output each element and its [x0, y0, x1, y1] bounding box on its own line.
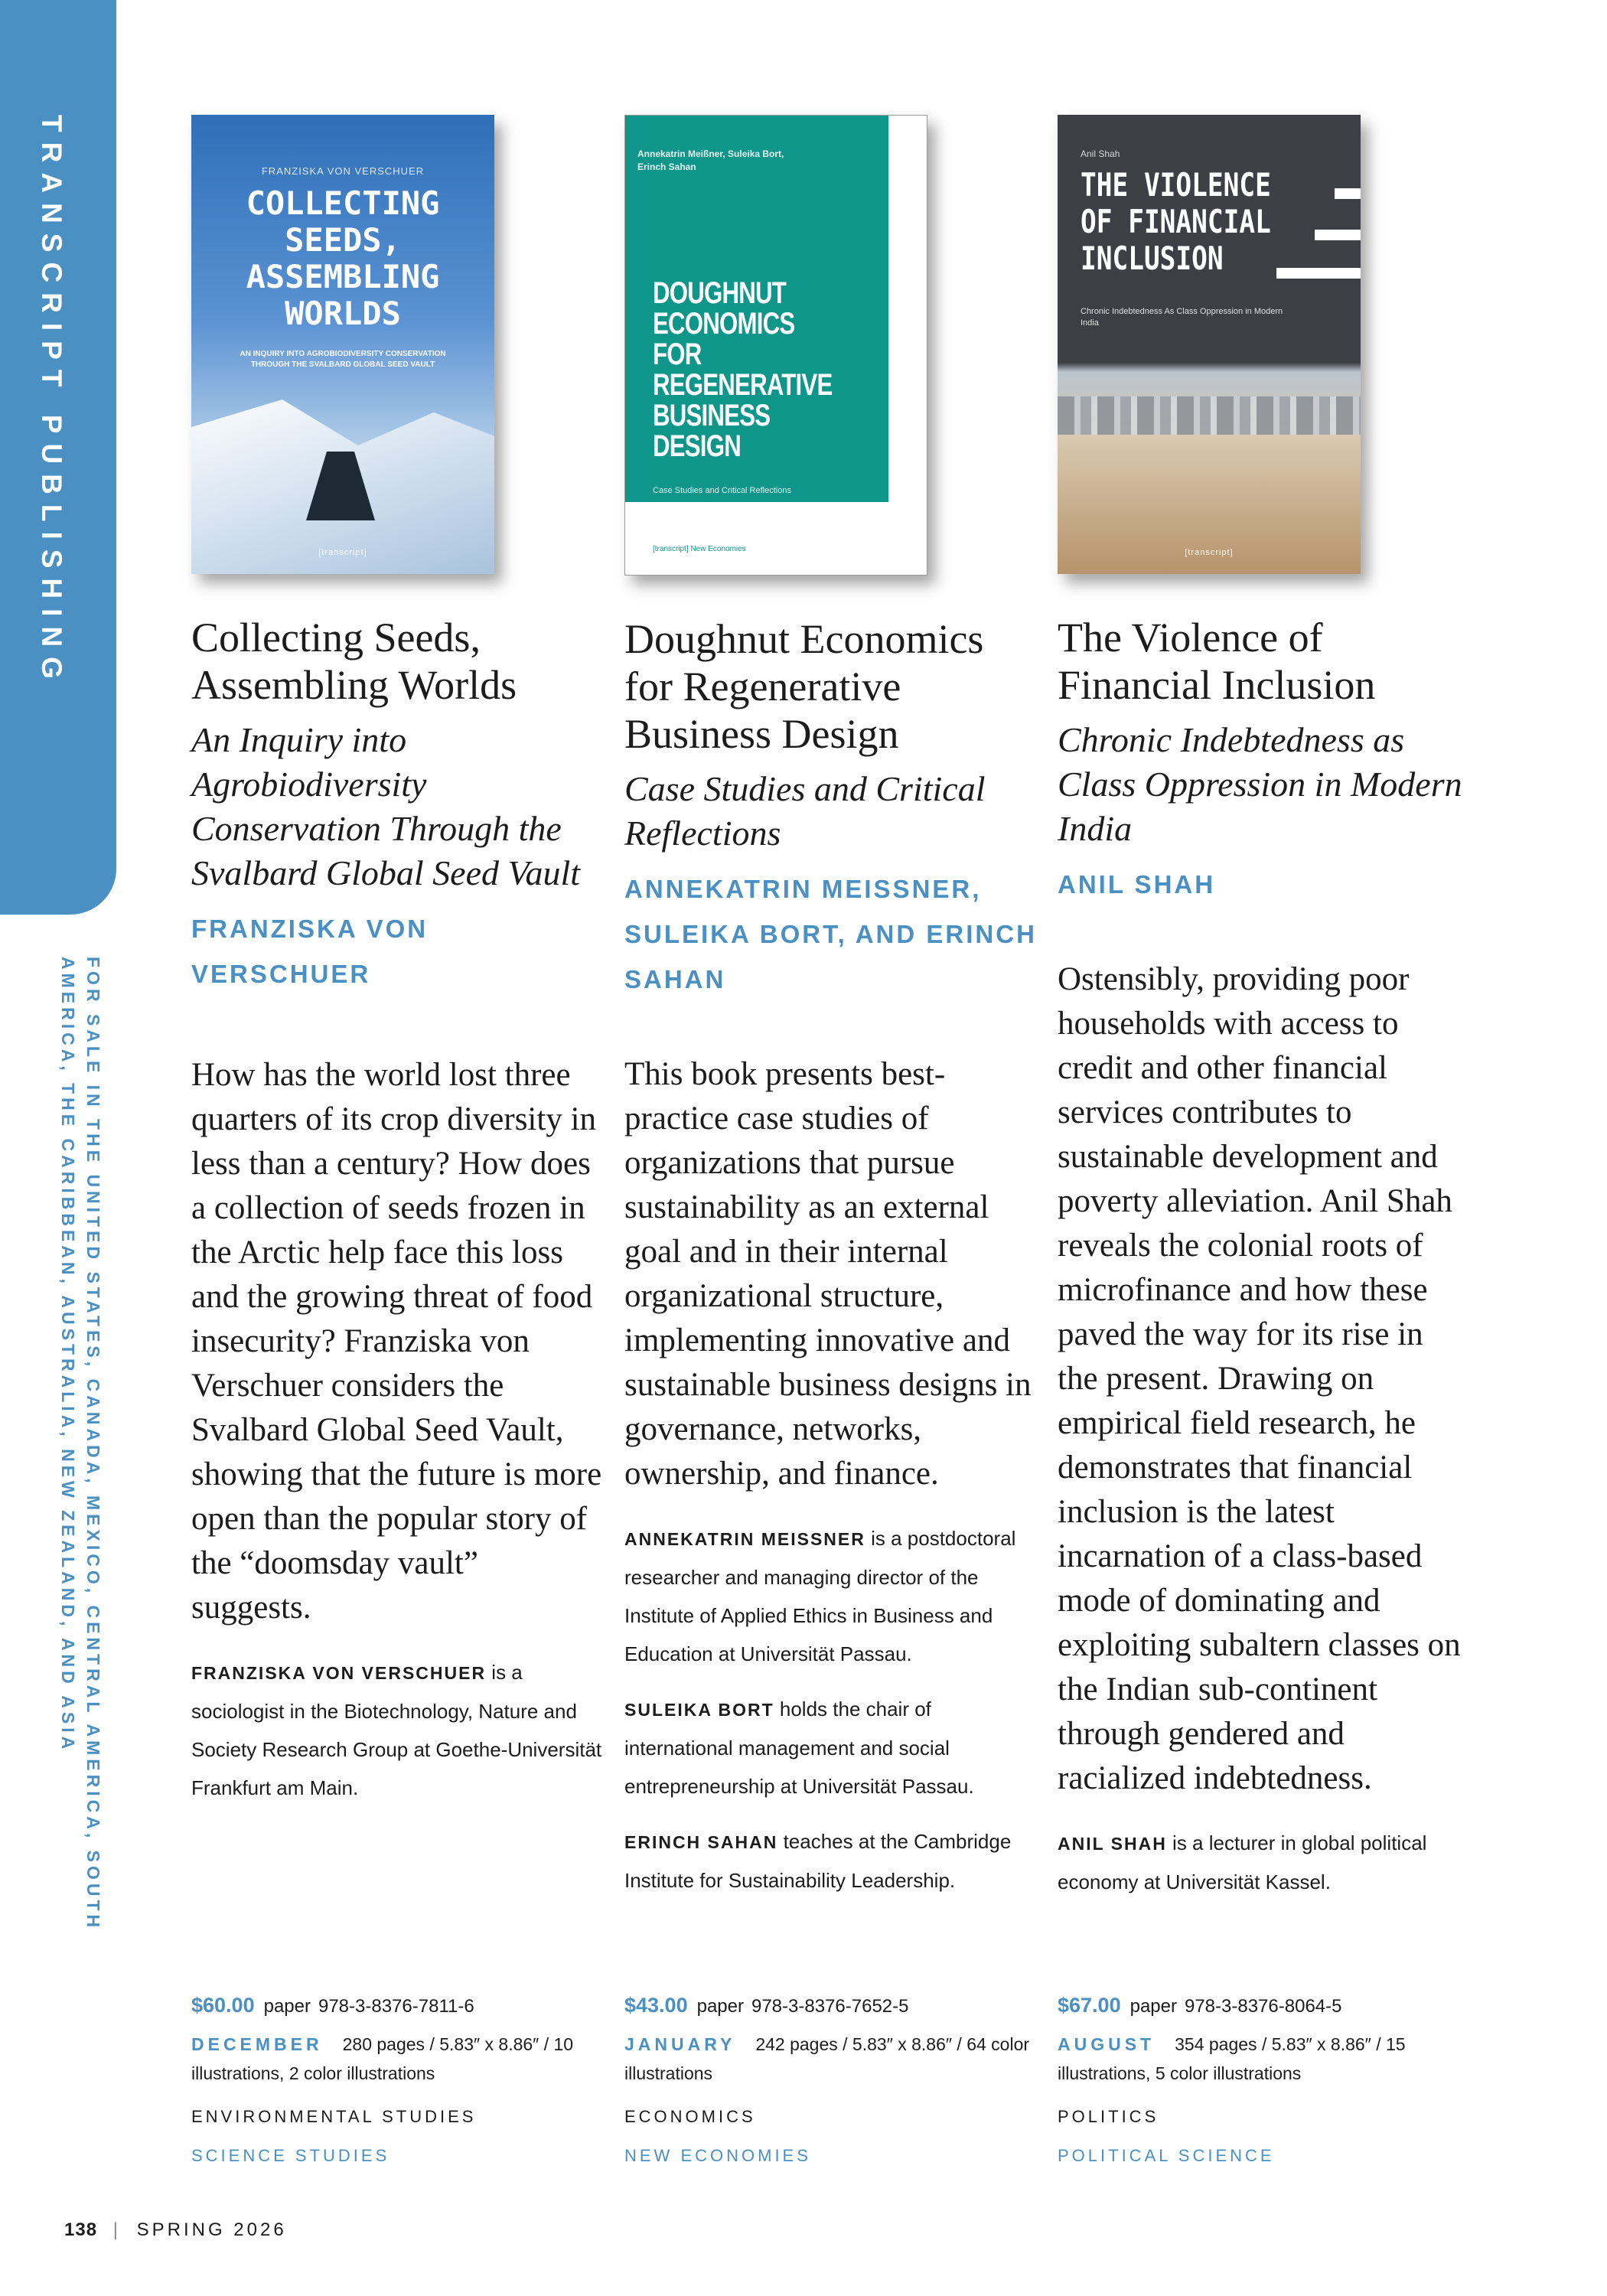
- cover-imprint: [transcript]: [1185, 548, 1234, 557]
- book-column-2: [624, 115, 1038, 1916]
- cover-author: FRANZISKA VON VERSCHUER: [261, 165, 425, 177]
- subcategory: NEW ECONOMIES: [624, 2146, 811, 2165]
- cover-author: Anil Shah: [1081, 148, 1120, 159]
- author-bio: ANNEKATRIN MEISSNER is a postdoctoral researcher and managing director of the Institute of Applied Ethics in Business and Education at Universität Passau.: [624, 1527, 1016, 1665]
- book-subtitle: Chronic Indebtedness as Class Oppression in Modern India: [1058, 720, 1462, 848]
- price: $67.00: [1058, 1994, 1121, 2017]
- book-authors: FRANZISKA VON VERSCHUER: [191, 915, 429, 988]
- author-bio: SULEIKA BORT holds the chair of international management and social entrepreneurship at Universität Passau.: [624, 1698, 974, 1798]
- category: ECONOMICS: [624, 2107, 756, 2126]
- category: POLITICS: [1058, 2107, 1159, 2126]
- category: ENVIRONMENTAL STUDIES: [191, 2107, 477, 2126]
- pub-month: JANUARY: [624, 2034, 736, 2054]
- book-description: Ostensibly, providing poor households with access to credit and other financial services contributes to sustainable development and poverty alleviation. Anil Shah reveals the colonial roots of microfinance and how these paved the way for its rise in the present. Drawing on empirical field research, he demonstrates that financial inclusion is the latest incarnation of a class-based mode of dominating and exploiting subaltern classes on the Indian sub-continent through gendered and racialized indebtedness.: [1058, 961, 1461, 1796]
- price-line: [624, 1990, 1038, 2022]
- cover-title: DOUGHNUT ECONOMICS FOR REGENERATIVE BUSINESS DESIGN: [653, 276, 833, 463]
- price-line: [191, 1990, 605, 2022]
- publisher-label: TRANSCRIPT PUBLISHING: [36, 115, 67, 689]
- specs: 242 pages / 5.83″ x 8.86″ / 64 color illustrations: [624, 2034, 1030, 2083]
- book-cover-2[interactable]: [624, 115, 927, 576]
- book-cover-3[interactable]: [1058, 115, 1361, 574]
- page-number: 138: [64, 2219, 98, 2240]
- isbn: 978-3-8376-7652-5: [751, 1996, 909, 2017]
- book-column-3: [1058, 115, 1471, 1918]
- cover-subtitle: Case Studies and Critical Reflections: [653, 486, 791, 495]
- format: paper: [1129, 1996, 1177, 2017]
- page-footer: [64, 2219, 287, 2241]
- author-bio: FRANZISKA VON VERSCHUER is a sociologist in the Biotechnology, Nature and Society Research Group at Goethe-Universität Frankfurt am Main.: [191, 1661, 602, 1799]
- spec-line: [1058, 2030, 1471, 2088]
- format: paper: [696, 1996, 744, 2017]
- cover-bar: [1335, 188, 1361, 199]
- cover-subtitle: Chronic Indebtedness As Class Oppression in Modern India: [1081, 307, 1283, 328]
- book-subtitle: An Inquiry into Agrobiodiversity Conservation Through the Svalbard Global Seed Vault: [191, 720, 581, 892]
- book-description: This book presents best-practice case studies of organizations that pursue sustainability as an external goal and in their internal organizational structure, implementing innovative and sustainable business designs in governance, networks, ownership, and finance.: [624, 1056, 1032, 1492]
- isbn: 978-3-8376-7811-6: [318, 1996, 474, 2017]
- book-meta-2: [624, 1990, 1038, 2175]
- isbn: 978-3-8376-8064-5: [1184, 1996, 1342, 2017]
- author-bios: [1058, 1824, 1471, 1901]
- cover-subtitle: AN INQUIRY INTO AGROBIODIVERSITY CONSERVATION THROUGH THE SVALBARD GLOBAL SEED VAULT: [240, 350, 446, 369]
- footer-separator: |: [112, 2219, 121, 2240]
- city-skyline-image: [1058, 396, 1361, 435]
- price: $43.00: [624, 1994, 688, 2017]
- spec-line: [191, 2030, 605, 2088]
- subcategory: SCIENCE STUDIES: [191, 2146, 390, 2165]
- cover-imprint: [transcript]: [318, 548, 367, 557]
- season-label: SPRING 2026: [136, 2219, 287, 2240]
- book-subtitle: Case Studies and Critical Reflections: [624, 769, 986, 853]
- pub-month: AUGUST: [1058, 2034, 1156, 2054]
- book-cover-1[interactable]: [191, 115, 494, 574]
- cover-bar: [1276, 268, 1361, 279]
- specs: 354 pages / 5.83″ x 8.86″ / 15 illustrations, 5 color illustrations: [1058, 2034, 1406, 2083]
- book-title: The Violence of Financial Inclusion: [1058, 615, 1376, 708]
- pub-month: DECEMBER: [191, 2034, 323, 2054]
- author-bio: ERINCH SAHAN teaches at the Cambridge Institute for Sustainability Leadership.: [624, 1830, 1012, 1892]
- book-description: How has the world lost three quarters of its crop diversity in less than a century? How does a collection of seeds frozen in the Arctic help face this loss and the growing threat of food insecurity? Franziska von Verschuer considers the Svalbard Global Seed Vault, showing that the future is more open than the popular story of the “doomsday vault” suggests.: [191, 1057, 602, 1626]
- price: $60.00: [191, 1994, 255, 2017]
- book-authors: ANIL SHAH: [1058, 870, 1216, 899]
- book-authors: ANNEKATRIN MEISSNER, SULEIKA BORT, AND ERINCH SAHAN: [624, 875, 1037, 993]
- cover-title: COLLECTING SEEDS, ASSEMBLING WORLDS: [246, 184, 440, 332]
- territory-note: FOR SALE IN THE UNITED STATES, CANADA, MEXICO, CENTRAL AMERICA, SOUTH AMERICA, THE CARIBBEAN, AUSTRALIA, NEW ZEALAND, AND ASIA: [58, 957, 103, 1932]
- cover-bar: [1315, 230, 1361, 240]
- cover-author: Annekatrin Meißner, Suleika Bort, Erinch Sahan: [637, 148, 784, 172]
- book-meta-3: [1058, 1990, 1471, 2175]
- price-line: [1058, 1990, 1471, 2022]
- specs: 280 pages / 5.83″ x 8.86″ / 10 illustrations, 2 color illustrations: [191, 2034, 574, 2083]
- subcategory: POLITICAL SCIENCE: [1058, 2146, 1275, 2165]
- book-title: Collecting Seeds, Assembling Worlds: [191, 615, 517, 708]
- author-bios: [191, 1653, 605, 1807]
- format: paper: [263, 1996, 311, 2017]
- book-title: Doughnut Economics for Regenerative Business Design: [624, 616, 984, 757]
- cover-imprint: [transcript] New Economies: [653, 545, 746, 553]
- book-meta-1: [191, 1990, 605, 2175]
- author-bio: ANIL SHAH is a lecturer in global political economy at Universität Kassel.: [1058, 1831, 1427, 1893]
- book-column-1: [191, 115, 605, 1824]
- sidebar-tab: [0, 0, 116, 915]
- author-bios: [624, 1519, 1038, 1900]
- spec-line: [624, 2030, 1038, 2088]
- cover-title: THE VIOLENCE OF FINANCIAL INCLUSION: [1081, 166, 1271, 277]
